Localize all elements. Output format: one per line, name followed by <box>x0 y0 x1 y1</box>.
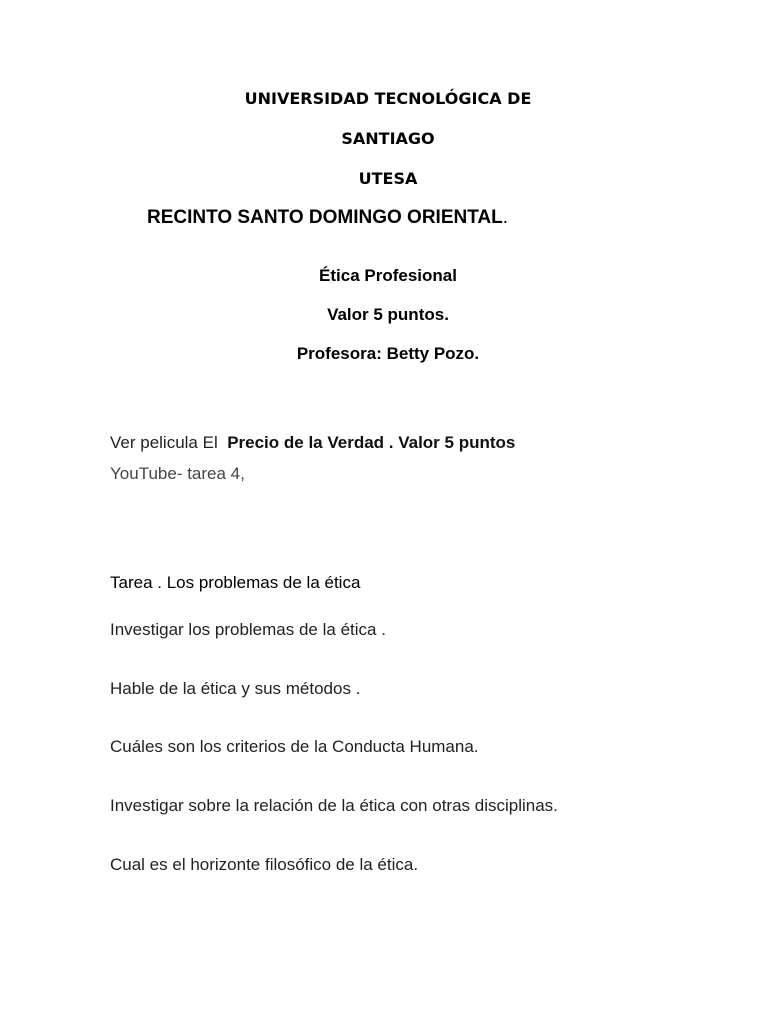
university-name-line2: SANTIAGO <box>341 129 435 148</box>
task-title: Tarea . Los problemas de la ética <box>110 573 361 592</box>
campus-punctuation: . <box>502 207 509 228</box>
task-item: Investigar los problemas de la ética . <box>110 620 386 639</box>
course-subject: Ética Profesional <box>319 266 457 285</box>
course-value: Valor 5 puntos. <box>327 305 449 324</box>
task-item: Cuáles son los criterios de la Conducta Humana. <box>110 737 479 756</box>
task-item: Hable de la ética y sus métodos . <box>110 679 361 698</box>
assignment-source: YouTube- tarea 4, <box>110 464 245 483</box>
assignment-intro-plain: Ver pelicula El <box>110 433 218 452</box>
campus-name: RECINTO SANTO DOMINGO ORIENTAL <box>147 207 503 228</box>
task-item: Cual es el horizonte filosófico de la ética. <box>110 855 419 874</box>
task-item: Investigar sobre la relación de la ética con otras disciplinas. <box>110 796 558 815</box>
university-acronym: UTESA <box>358 169 418 188</box>
campus-title <box>147 207 508 229</box>
course-teacher: Profesora: Betty Pozo. <box>296 344 480 363</box>
assignment-intro <box>110 433 515 453</box>
assignment-intro-bold: Precio de la Verdad . Valor 5 puntos <box>227 433 516 452</box>
university-name-line1: UNIVERSIDAD TECNOLÓGICA DE <box>244 89 532 108</box>
